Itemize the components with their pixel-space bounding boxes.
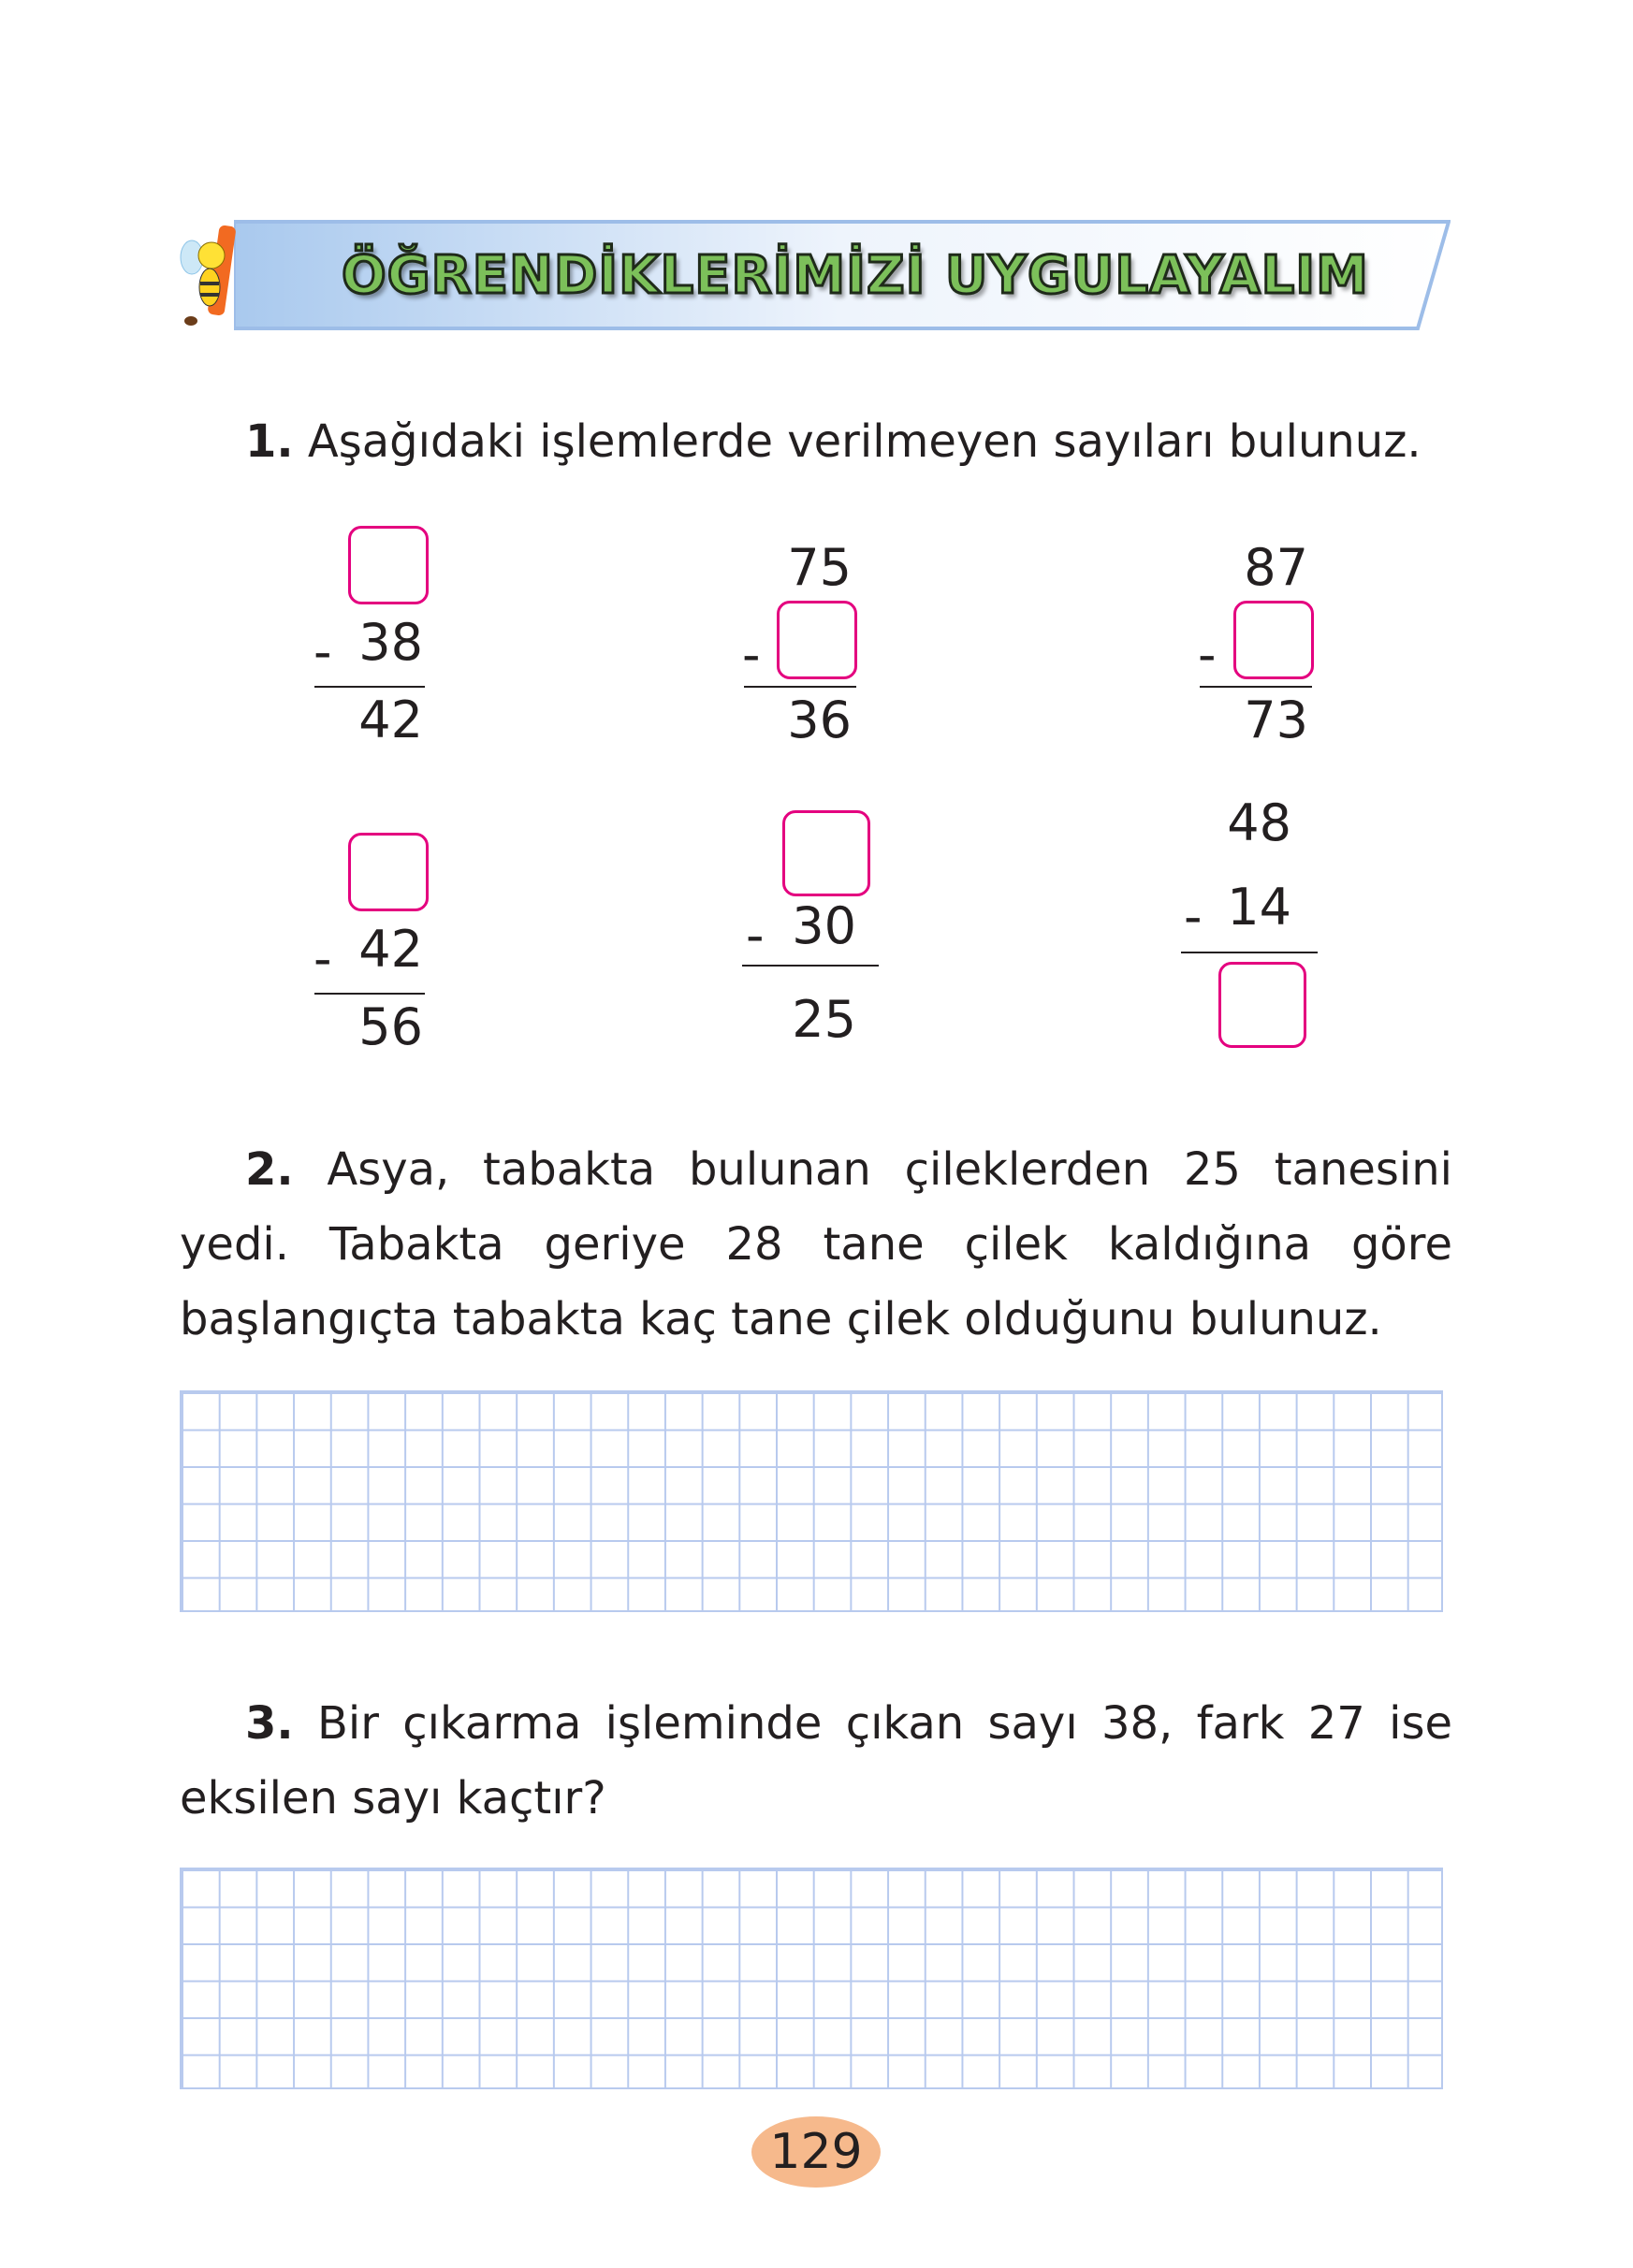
subtrahend: 42 xyxy=(358,920,423,979)
question-3 xyxy=(180,1686,1452,1836)
minuend: 87 xyxy=(1244,538,1308,597)
sum-line xyxy=(314,686,425,688)
difference: 36 xyxy=(787,691,852,749)
sum-line xyxy=(744,686,856,688)
question-number: 2. xyxy=(245,1143,294,1196)
subtrahend: 30 xyxy=(792,896,856,955)
difference: 42 xyxy=(358,691,423,749)
question-number: 1. xyxy=(245,415,294,468)
difference: 73 xyxy=(1244,691,1308,749)
sum-line xyxy=(742,965,879,967)
question-text: Aşağıdaki işlemlerde verilmeyen sayıları bulunuz. xyxy=(307,415,1422,468)
question-1 xyxy=(245,404,1422,479)
difference: 25 xyxy=(792,990,856,1049)
question-number: 3. xyxy=(245,1697,294,1750)
minus-sign: - xyxy=(1184,887,1203,946)
section-title: ÖĞRENDİKLERİMİZİ UYGULAYALIM xyxy=(342,245,1369,306)
minus-sign: - xyxy=(746,906,765,965)
answer-box[interactable] xyxy=(348,833,429,911)
answer-box[interactable] xyxy=(777,601,857,679)
sum-line xyxy=(314,993,425,995)
answer-box[interactable] xyxy=(1218,962,1306,1048)
bee-pencil-mascot-icon xyxy=(178,220,253,332)
minus-sign: - xyxy=(742,625,761,684)
question-2 xyxy=(180,1132,1452,1357)
subtrahend: 14 xyxy=(1227,878,1291,937)
question-text: Bir çıkarma işleminde çıkan sayı 38, fark 27 ise eksilen sayı kaçtır? xyxy=(180,1697,1452,1825)
question-text: Asya, tabakta bulunan çileklerden 25 tanesini yedi. Tabakta geriye 28 tane çilek kaldığına göre başlangıçta tabakta kaç tane çilek olduğunu bulunuz. xyxy=(180,1143,1453,1345)
minuend: 75 xyxy=(787,538,852,597)
minuend: 48 xyxy=(1227,793,1291,852)
sum-line xyxy=(1200,686,1312,688)
minus-sign: - xyxy=(313,622,332,681)
subtrahend: 38 xyxy=(358,613,423,672)
answer-grid[interactable] xyxy=(180,1390,1443,1612)
difference: 56 xyxy=(358,997,423,1056)
answer-grid[interactable] xyxy=(180,1868,1443,2089)
minus-sign: - xyxy=(1198,625,1217,684)
answer-box[interactable] xyxy=(782,810,870,896)
sum-line xyxy=(1181,952,1318,953)
answer-box[interactable] xyxy=(348,526,429,604)
minus-sign: - xyxy=(313,929,332,988)
page-number: 129 xyxy=(751,2116,881,2188)
answer-box[interactable] xyxy=(1233,601,1314,679)
